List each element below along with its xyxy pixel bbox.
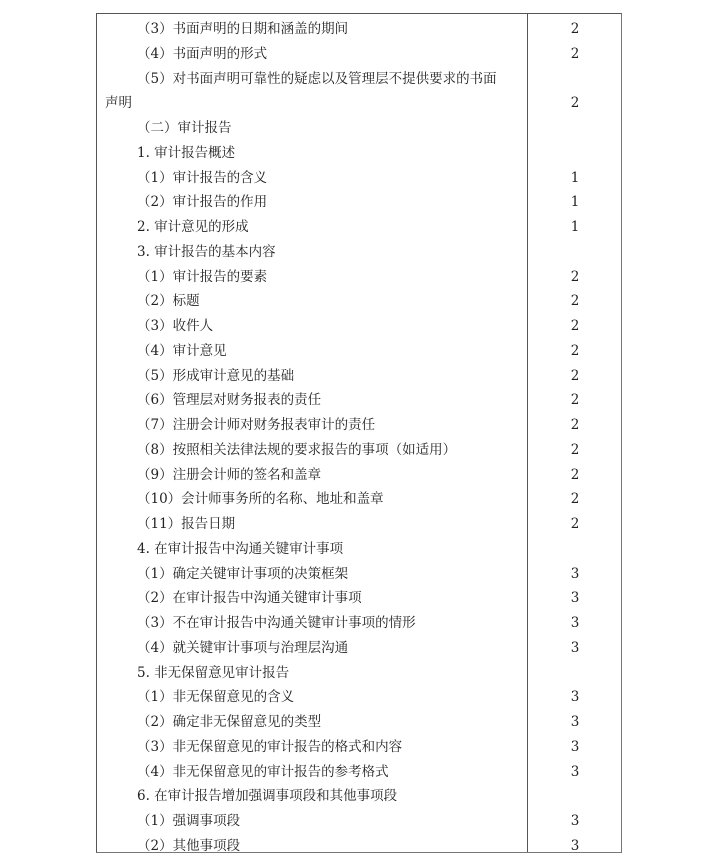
row-item-text: 2. 审计意见的形成: [137, 219, 249, 235]
row-item-text: 4. 在审计报告中沟通关键审计事项: [137, 540, 344, 557]
row-level-value: 3: [570, 689, 580, 706]
table-row: [97, 240, 621, 265]
syllabus-table: [96, 13, 622, 853]
table-row: [97, 562, 621, 587]
row-item-text: （4）书面声明的形式: [137, 45, 268, 62]
row-item-text: （11）报告日期: [137, 516, 236, 532]
row-item-text: （2）审计报告的作用: [137, 194, 268, 211]
table-row: [97, 166, 621, 191]
table-row: [97, 463, 621, 488]
row-level-value: 3: [570, 738, 580, 755]
row-level-value: 2: [570, 367, 580, 384]
row-level-value: 1: [570, 219, 580, 235]
row-item-text: （1）确定关键审计事项的决策框架: [137, 565, 349, 582]
row-level-value: 3: [570, 565, 580, 582]
table-row: [97, 760, 621, 785]
row-item-text: （5）对书面声明可靠性的疑虑以及管理层不提供要求的书面: [137, 70, 497, 87]
row-level-value: 2: [570, 466, 580, 483]
row-level-value: 3: [570, 837, 580, 854]
row-level-value: 3: [570, 639, 580, 656]
table-row: [97, 364, 621, 389]
row-level-value: 1: [570, 194, 580, 211]
table-row: [97, 388, 621, 413]
row-level-value: 2: [570, 293, 580, 310]
row-item-text: （3）非无保留意见的审计报告的格式和内容: [137, 738, 403, 755]
row-item-text: （6）管理层对财务报表的责任: [137, 392, 322, 409]
table-row: [97, 289, 621, 314]
row-level-value: 3: [570, 590, 580, 607]
row-item-text: 1. 审计报告概述: [137, 144, 236, 161]
row-level-value: 2: [570, 318, 580, 334]
table-row: [97, 42, 621, 67]
row-level-value: 3: [570, 714, 580, 730]
row-level-value: 2: [570, 392, 580, 409]
row-item-text: 5. 非无保留意见审计报告: [137, 664, 290, 681]
row-level-value: 2: [570, 95, 580, 112]
row-item-text: （2）确定非无保留意见的类型: [137, 714, 322, 730]
table-row: [97, 438, 621, 463]
row-item-text: （4）就关键审计事项与治理层沟通: [137, 639, 349, 656]
row-item-text: （3）收件人: [137, 318, 214, 334]
table-row: [97, 265, 621, 290]
table-row: [97, 141, 621, 166]
table-row: [97, 784, 621, 809]
row-item-text: （8）按照相关法律法规的要求报告的事项（如适用）: [137, 441, 457, 458]
table-row: [97, 215, 621, 240]
row-item-text: （3）不在审计报告中沟通关键审计事项的情形: [137, 615, 416, 631]
row-level-value: 2: [570, 268, 580, 285]
row-level-value: 2: [570, 342, 580, 359]
table-row: [97, 413, 621, 438]
row-level-value: 2: [570, 45, 580, 62]
row-item-text: （4）非无保留意见的审计报告的参考格式: [137, 763, 389, 780]
row-level-value: 2: [570, 21, 580, 37]
row-level-value: 2: [570, 516, 580, 532]
table-row: [97, 17, 621, 42]
table-row: [97, 685, 621, 710]
row-level-value: 3: [570, 813, 580, 829]
row-item-text: （10）会计师事务所的名称、地址和盖章: [137, 491, 384, 508]
table-row: [97, 190, 621, 215]
table-row: [97, 809, 621, 834]
row-item-text-continuation: 声明: [105, 95, 132, 112]
row-level-value: 3: [570, 763, 580, 780]
row-level-value: 2: [570, 491, 580, 508]
table-row: [97, 487, 621, 512]
row-item-text: （5）形成审计意见的基础: [137, 367, 295, 384]
row-item-text: （1）非无保留意见的含义: [137, 689, 295, 706]
table-row: [97, 586, 621, 611]
row-item-text: （2）在审计报告中沟通关键审计事项: [137, 590, 362, 607]
row-item-text: （1）强调事项段: [137, 813, 241, 829]
row-item-text: （9）注册会计师的签名和盖章: [137, 466, 322, 483]
table-row: [97, 636, 621, 661]
row-item-text: （7）注册会计师对财务报表审计的责任: [137, 417, 376, 433]
row-item-text: （1）审计报告的含义: [137, 169, 268, 186]
row-level-value: 3: [570, 615, 580, 631]
table-row: [97, 710, 621, 735]
table-row: [97, 512, 621, 537]
table-row: [97, 339, 621, 364]
row-level-value: 2: [570, 441, 580, 458]
table-row: [97, 116, 621, 141]
table-row: [97, 611, 621, 636]
table-row: [97, 834, 621, 859]
row-item-text: （二）审计报告: [137, 120, 232, 136]
table-row: [97, 537, 621, 562]
row-level-value: 2: [570, 417, 580, 433]
table-row: [97, 661, 621, 686]
row-item-text: 6. 在审计报告增加强调事项段和其他事项段: [137, 788, 398, 805]
row-item-text: （1）审计报告的要素: [137, 268, 268, 285]
row-level-value: 1: [570, 169, 580, 186]
table-rows: [97, 17, 621, 859]
table-row: [97, 735, 621, 760]
table-row: [97, 67, 621, 117]
row-item-text: （3）书面声明的日期和涵盖的期间: [137, 21, 349, 37]
row-item-text: （4）审计意见: [137, 342, 227, 359]
table-row: [97, 314, 621, 339]
row-item-text: （2）标题: [137, 293, 200, 310]
row-item-text: （2）其他事项段: [137, 837, 241, 854]
row-item-text: 3. 审计报告的基本内容: [137, 243, 276, 260]
